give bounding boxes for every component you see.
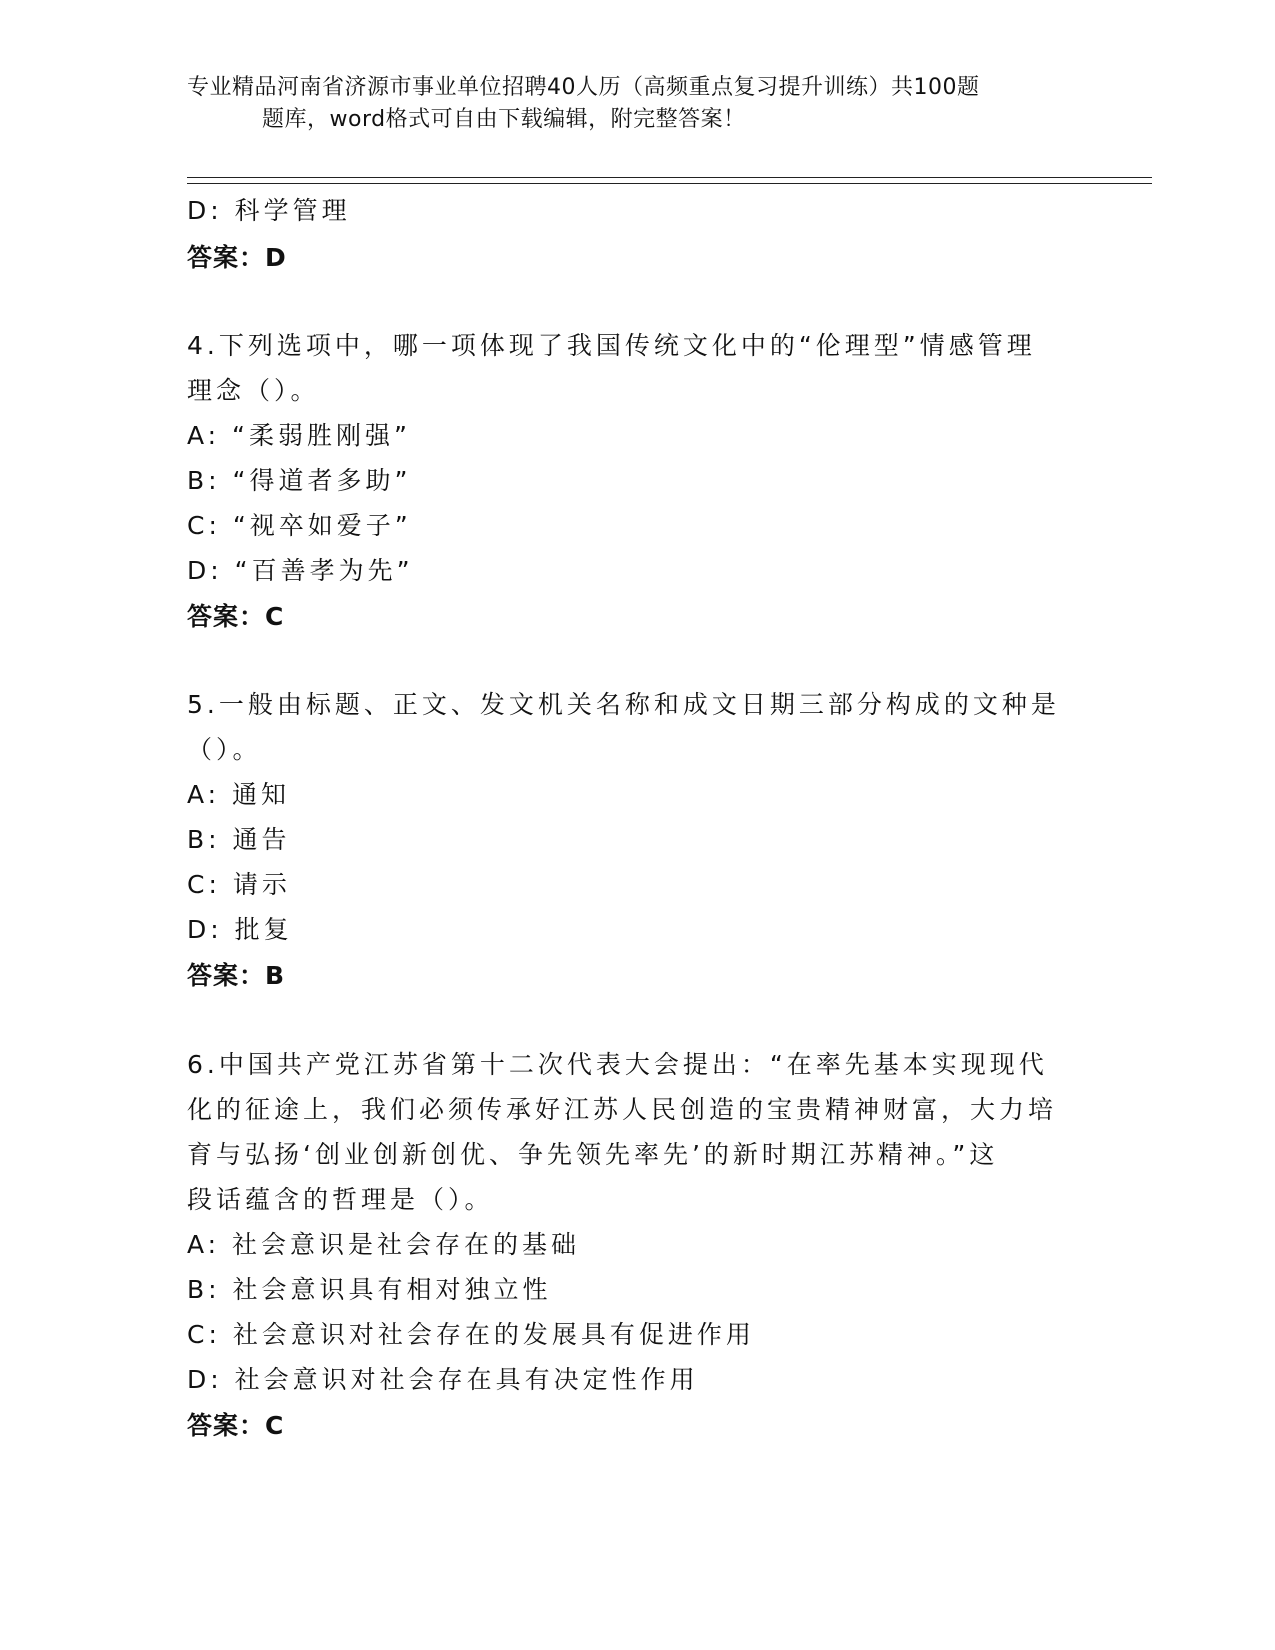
- spacer: [187, 999, 1067, 1042]
- header-title-line-1: 专业精品河南省济源市事业单位招聘40人历（高频重点复习提升训练）共100题: [187, 75, 980, 100]
- option-b: B: 通告: [187, 825, 291, 854]
- question-text-line: 6.中国共产党江苏省第十二次代表大会提出：“在率先基本实现现代: [187, 1050, 1048, 1079]
- answer: 答案：B: [187, 961, 286, 990]
- option-c: C: 社会意识对社会存在的发展具有促进作用: [187, 1320, 755, 1349]
- document-header: [187, 72, 1067, 136]
- question-text-line: 理念（）。: [187, 376, 320, 405]
- header-divider-top: [187, 177, 1152, 178]
- question-text-line: 4.下列选项中，哪一项体现了我国传统文化中的“伦理型”情感管理: [187, 331, 1036, 360]
- option-b: B: “得道者多助”: [187, 466, 412, 495]
- answer: 答案：C: [187, 1411, 285, 1440]
- question-text-line: （）。: [187, 735, 262, 764]
- spacer: [187, 640, 1067, 682]
- question-6: [187, 1042, 1067, 1449]
- question-4: [187, 323, 1067, 640]
- question-5: [187, 682, 1067, 999]
- option-a: A: 社会意识是社会存在的基础: [187, 1230, 581, 1259]
- header-divider-bottom: [187, 183, 1152, 184]
- option-a: A: 通知: [187, 780, 291, 809]
- spacer: [187, 281, 1067, 323]
- option-d: D: 批复: [187, 915, 293, 944]
- question-text-line: 育与弘扬‘创业创新创优、争先领先率先’的新时期江苏精神。”这: [187, 1140, 999, 1169]
- option-d: D: 社会意识对社会存在具有决定性作用: [187, 1365, 699, 1394]
- option-c: C: 请示: [187, 870, 291, 899]
- previous-question-tail: [187, 188, 1067, 281]
- answer: 答案：C: [187, 602, 285, 631]
- question-text-line: 化的征途上，我们必须传承好江苏人民创造的宝贵精神财富，大力培: [187, 1095, 1058, 1124]
- answer: 答案：D: [187, 243, 287, 272]
- option-d: D: 科学管理: [187, 196, 351, 225]
- question-content: [187, 188, 1067, 1449]
- option-b: B: 社会意识具有相对独立性: [187, 1275, 552, 1304]
- option-a: A: “柔弱胜刚强”: [187, 421, 411, 450]
- header-title-line-2: 题库，word格式可自由下载编辑，附完整答案！: [262, 107, 746, 132]
- question-text-line: 段话蕴含的哲理是（）。: [187, 1185, 494, 1214]
- option-d: D: “百善孝为先”: [187, 556, 414, 585]
- option-c: C: “视卒如爱子”: [187, 511, 412, 540]
- question-text-line: 5.一般由标题、正文、发文机关名称和成文日期三部分构成的文种是: [187, 690, 1060, 719]
